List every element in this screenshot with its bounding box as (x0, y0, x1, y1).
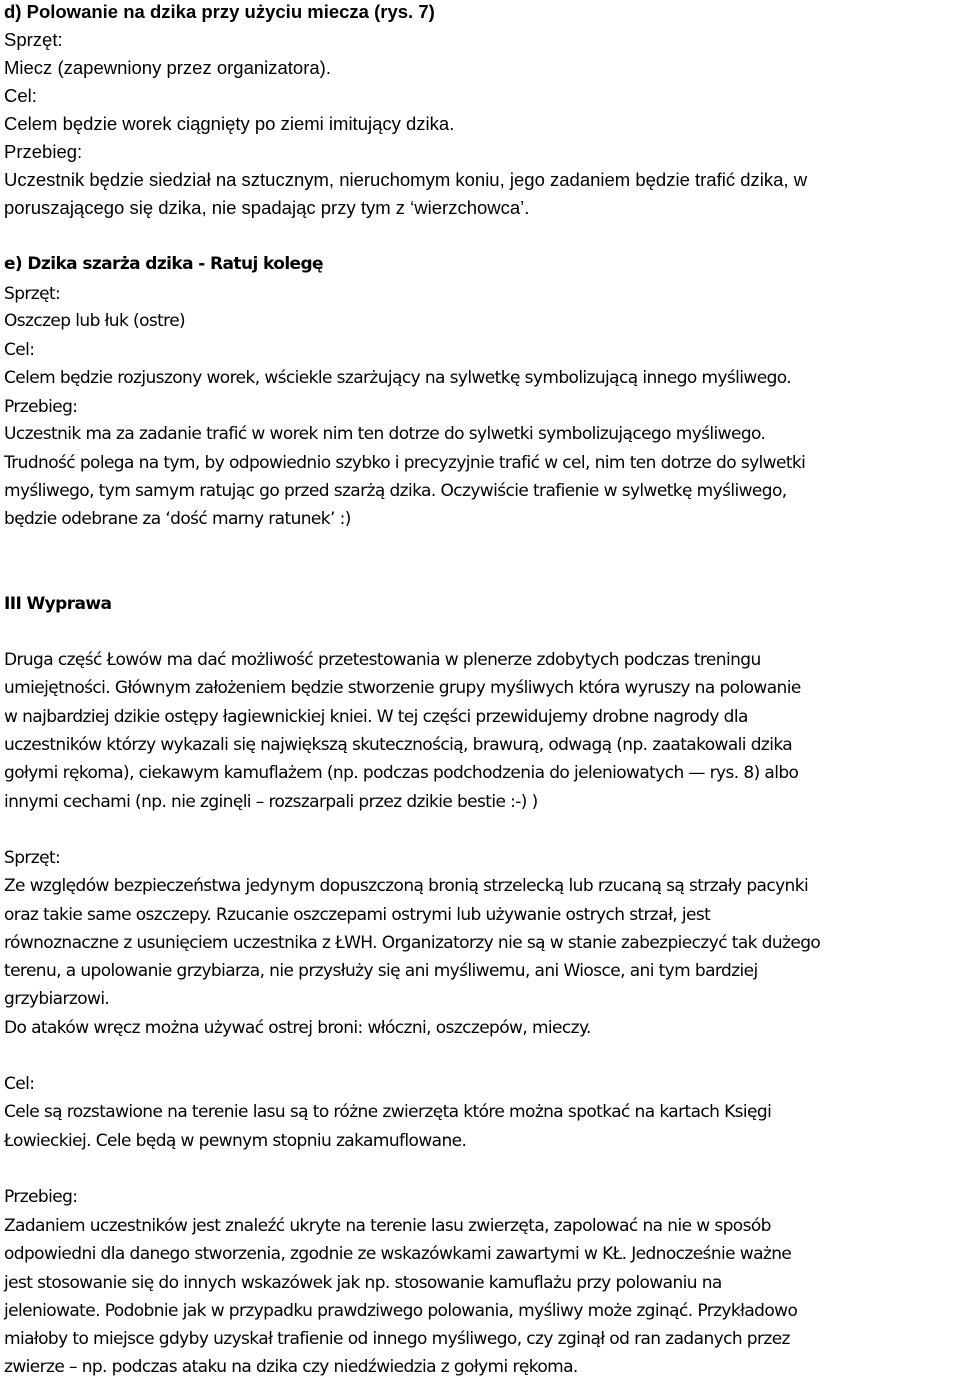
section-iii-sprzet-line: terenu, a upolowanie grzybiarza, nie przysłuży się ani myśliwemu, ani Wiosce, ani tym bardziej (4, 961, 758, 981)
section-iii-przebieg-line: zwierze – np. podczas ataku na dzika czy niedźwiedzia z gołymi rękoma. (4, 1357, 578, 1377)
section-e-sprzet-label: Sprzęt: (4, 284, 61, 304)
section-iii-przebieg-line: odpowiedni dla danego stworzenia, zgodnie ze wskazówkami zawartymi w KŁ. Jednocześnie ważne (4, 1244, 792, 1264)
section-d-przebieg-line: Uczestnik będzie siedział na sztucznym, nieruchomym koniu, jego zadaniem będzie trafić dzika, w (4, 169, 808, 190)
section-e-przebieg-line: Trudność polega na tym, by odpowiednio szybko i precyzyjnie trafić w cel, nim ten dotrze do sylwetki (4, 453, 806, 473)
section-e-przebieg-label: Przebieg: (4, 397, 78, 417)
section-iii-sprzet-line: Ze względów bezpieczeństwa jedynym dopuszczoną bronią strzelecką lub rzucaną są strzały pacynki (4, 876, 809, 896)
section-iii-sprzet-line: równoznaczne z usunięciem uczestnika z ŁWH. Organizatorzy nie są w stanie zabezpieczyć tak dużego (4, 933, 821, 953)
section-iii-heading: III Wyprawa (4, 594, 112, 614)
section-iii-przebieg-line: jest stosowanie się do innych wskazówek jak np. stosowanie kamuflażu przy polowaniu na (4, 1273, 722, 1293)
section-iii-przebieg-line: Zadaniem uczestników jest znaleźć ukryte na terenie lasu zwierzęta, zapolować na nie w sposób (4, 1216, 771, 1236)
section-iii-sprzet-line: Do ataków wręcz można używać ostrej broni: włóczni, oszczepów, mieczy. (4, 1018, 591, 1038)
section-iii-intro-line: w najbardziej dzikie ostępy łagiewnickiej kniei. W tej części przewidujemy drobne nagrody dla (4, 707, 748, 727)
section-iii-cel-label: Cel: (4, 1074, 35, 1094)
section-iii-intro-line: innymi cechami (np. nie zginęli – rozszarpali przez dzikie bestie :-) ) (4, 792, 538, 812)
section-iii-przebieg-line: miałoby to miejsce gdyby uzyskał trafienie od innego myśliwego, czy zginął od ran zadanych przez (4, 1329, 790, 1349)
section-d-sprzet-text: Miecz (zapewniony przez organizatora). (4, 57, 331, 78)
section-iii-cel-line: Cele są rozstawione na terenie lasu są to różne zwierzęta które można spotkać na kartach Księgi (4, 1102, 772, 1122)
section-d-przebieg-line: poruszającego się dzika, nie spadając przy tym z ‘wierzchowca’. (4, 197, 530, 218)
section-d-heading: d) Polowanie na dzika przy użyciu miecza (rys. 7) (4, 1, 435, 22)
section-iii-intro-line: gołymi rękoma), ciekawym kamuflażem (np. podczas podchodzenia do jeleniowatych — rys. 8) albo (4, 763, 799, 783)
section-d-cel-text: Celem będzie worek ciągnięty po ziemi imitujący dzika. (4, 113, 455, 134)
section-iii-sprzet-label: Sprzęt: (4, 848, 61, 868)
section-iii-przebieg-label: Przebieg: (4, 1187, 78, 1207)
section-e-cel-label: Cel: (4, 340, 35, 360)
section-e-przebieg-line: myśliwego, tym samym ratując go przed szarżą dzika. Oczywiście trafienie w sylwetkę myśliwego, (4, 481, 787, 501)
section-d-cel-label: Cel: (4, 85, 37, 106)
section-e-sprzet-text: Oszczep lub łuk (ostre) (4, 311, 186, 331)
section-iii-intro-line: uczestników którzy wykazali się największą skutecznością, brawurą, odwagą (np. zaatakowali dzika (4, 735, 793, 755)
section-iii-przebieg-line: jeleniowate. Podobnie jak w przypadku prawdziwego polowania, myśliwy może zginąć. Przykładowo (4, 1301, 798, 1321)
section-e-cel-text: Celem będzie rozjuszony worek, wściekle szarżujący na sylwetkę symbolizującą innego myśliwego. (4, 368, 792, 388)
section-d-przebieg-label: Przebieg: (4, 141, 83, 162)
section-d-sprzet-label: Sprzęt: (4, 29, 63, 50)
section-iii-sprzet-line: grzybiarzowi. (4, 989, 110, 1009)
section-iii-intro-line: Druga część Łowów ma dać możliwość przetestowania w plenerze zdobytych podczas treningu (4, 650, 761, 670)
section-iii-sprzet-line: oraz takie same oszczepy. Rzucanie oszczepami ostrymi lub używanie ostrych strzał, jest (4, 905, 711, 925)
section-e-przebieg-line: Uczestnik ma za zadanie trafić w worek nim ten dotrze do sylwetki symbolizującego myśliwego. (4, 424, 766, 444)
section-iii-intro-line: umiejętności. Głównym założeniem będzie stworzenie grupy myśliwych która wyruszy na polowanie (4, 678, 801, 698)
section-iii-cel-line: Łowieckiej. Cele będą w pewnym stopniu zakamuflowane. (4, 1131, 467, 1151)
section-e-przebieg-line: będzie odebrane za ‘dość marny ratunek’ :) (4, 509, 351, 529)
section-e-heading: e) Dzika szarża dzika - Ratuj kolegę (4, 254, 323, 274)
